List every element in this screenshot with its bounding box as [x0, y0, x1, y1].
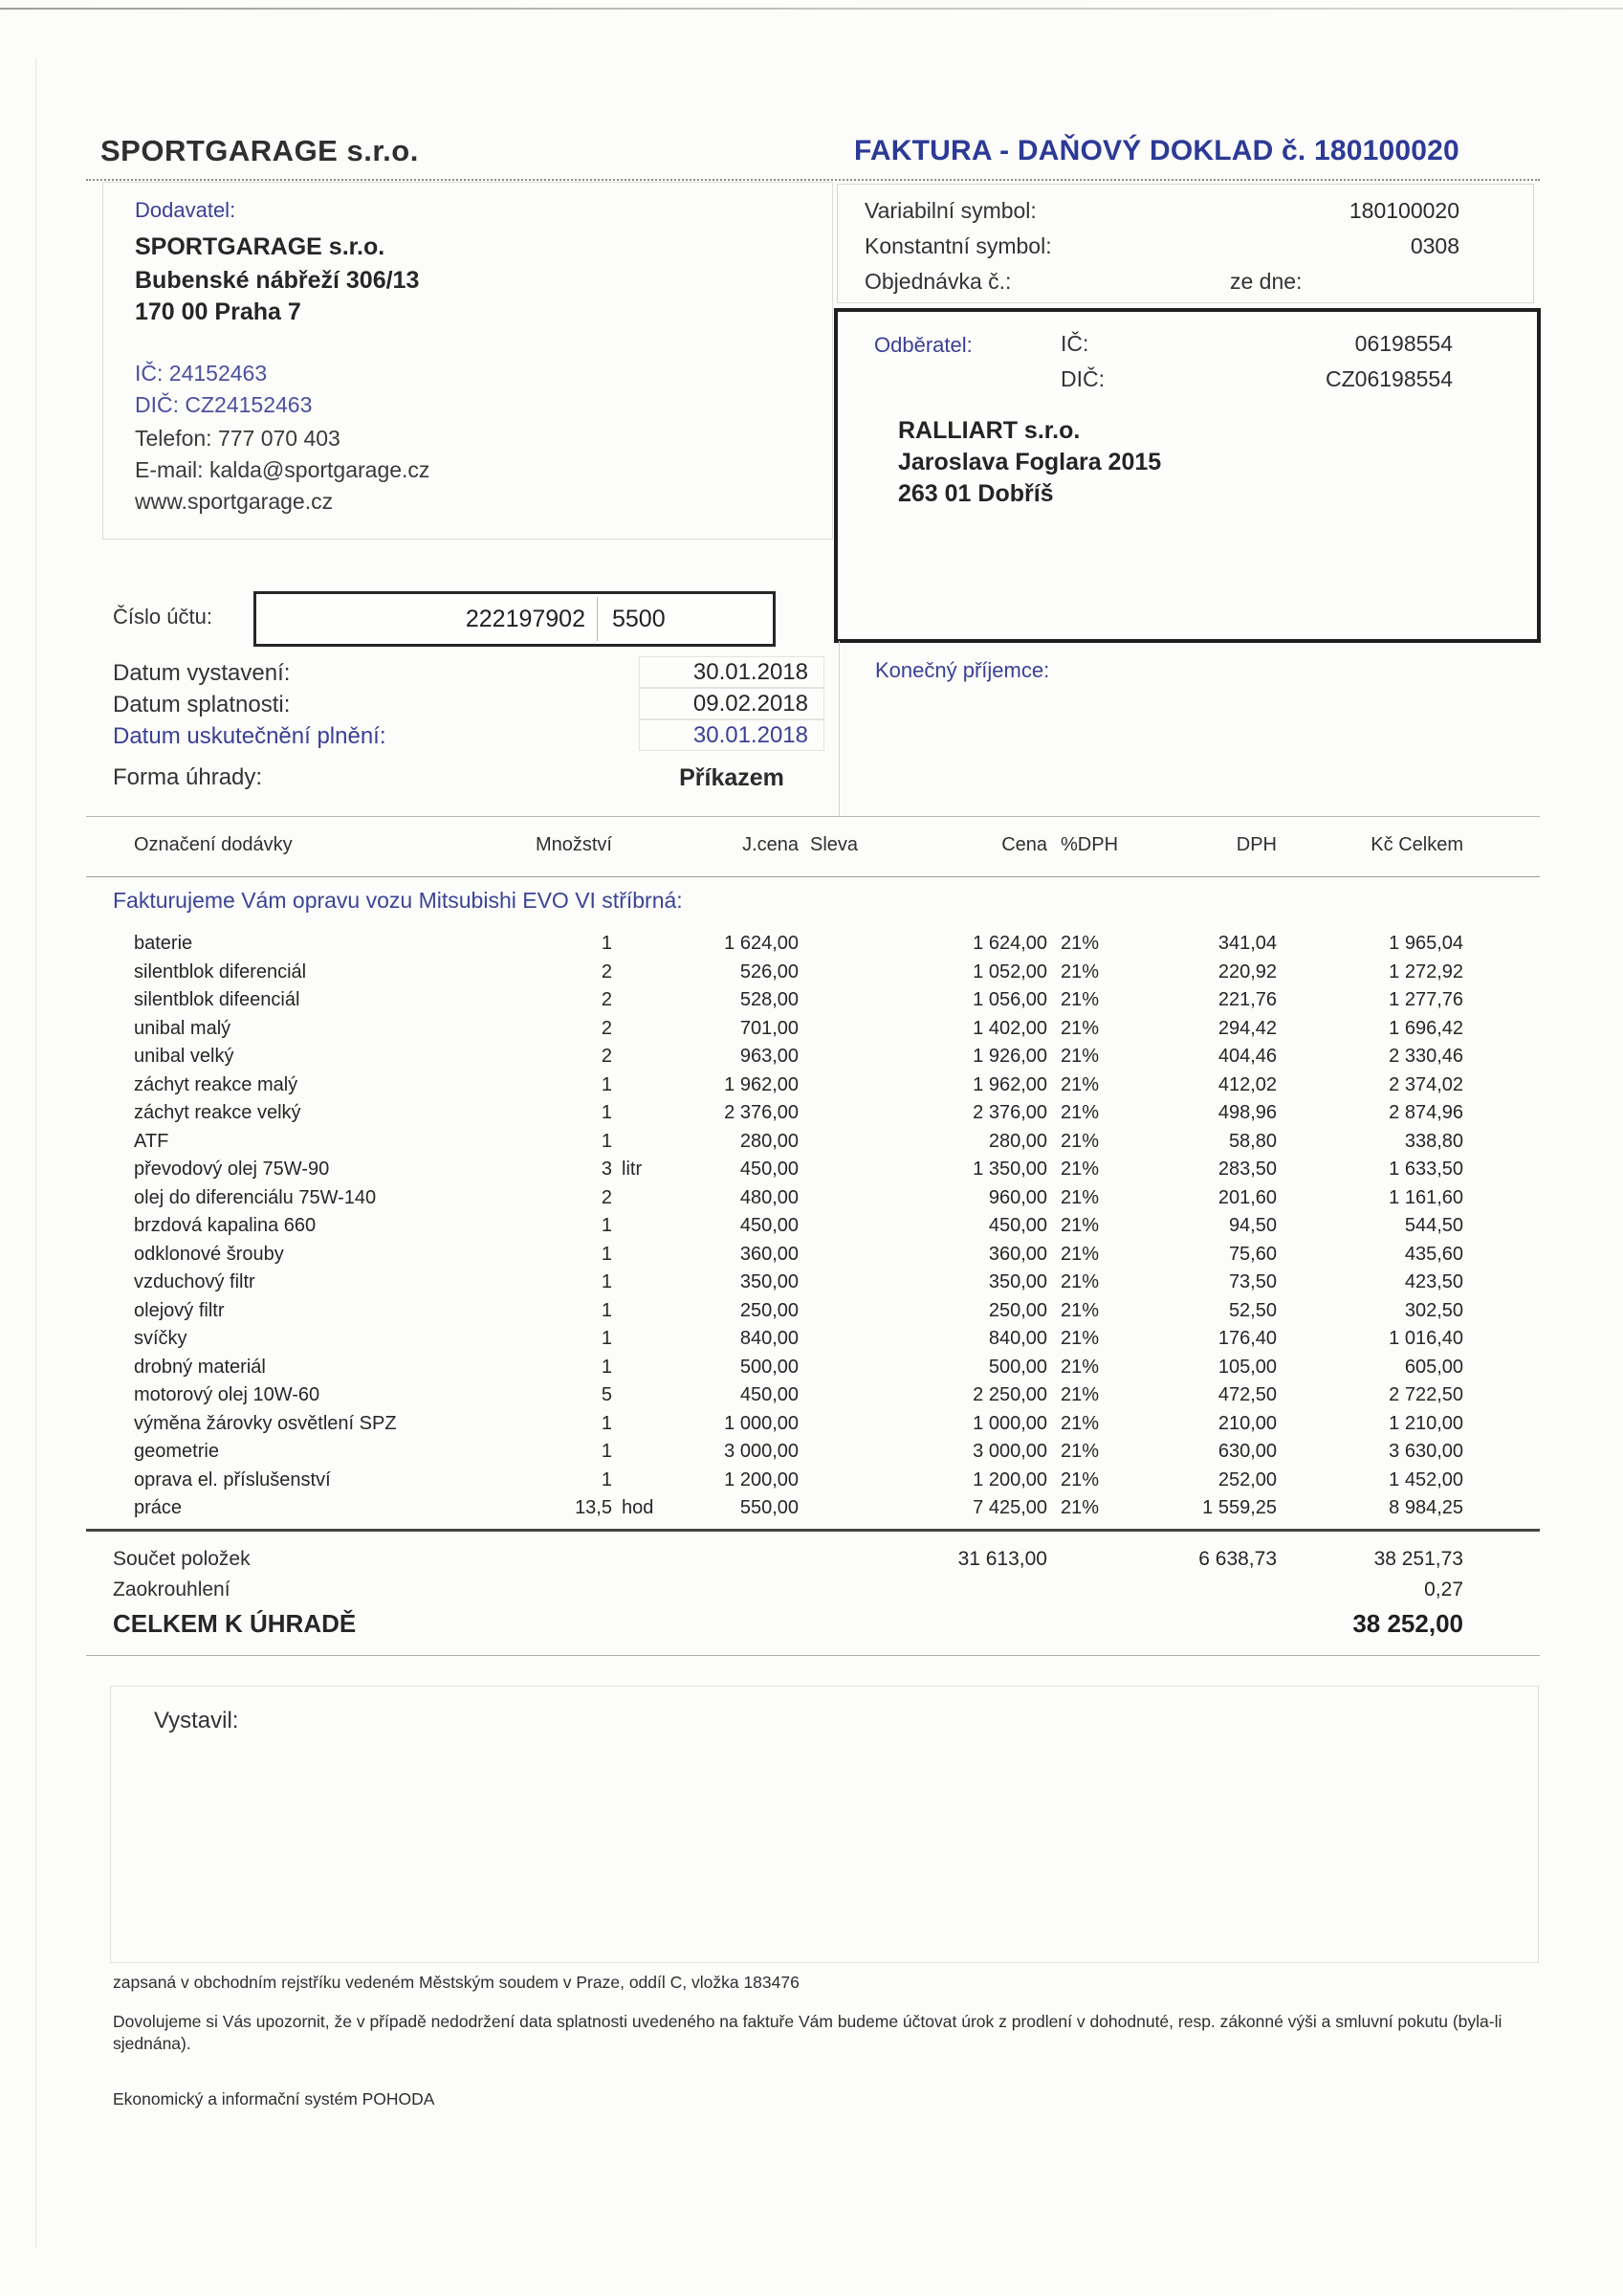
order-date-label: ze dne:	[1230, 269, 1303, 294]
invoice-intro-text: Fakturujeme Vám opravu vozu Mitsubishi EVO VI stříbrná:	[113, 888, 683, 913]
item-vat-rate: 21%	[1061, 1186, 1100, 1208]
item-quantity: 1	[601, 1468, 612, 1490]
item-unit-price: 963,00	[739, 1046, 799, 1067]
item-price: 500,00	[988, 1356, 1047, 1378]
item-unit-price: 528,00	[739, 989, 799, 1010]
item-quantity: 1	[601, 1441, 612, 1462]
bank-code-separator	[597, 597, 598, 641]
item-discount	[799, 1043, 837, 1071]
item-discount	[799, 1184, 837, 1213]
constant-symbol-value: 0308	[1410, 233, 1459, 258]
item-name: záchyt reakce velký	[134, 1102, 301, 1123]
item-vat-rate: 21%	[1061, 1328, 1100, 1349]
variable-symbol-label: Variabilní symbol:	[865, 198, 1037, 223]
item-vat-amount: 220,92	[1217, 960, 1277, 982]
item-discount	[799, 1156, 837, 1184]
totals-bottom-line	[86, 1655, 1540, 1656]
payment-method-value: Příkazem	[679, 764, 784, 791]
item-quantity: 1	[601, 1243, 612, 1265]
item-discount	[799, 1269, 837, 1297]
item-name: geometrie	[134, 1441, 219, 1462]
item-total: 1 696,42	[1389, 1017, 1463, 1039]
item-total: 1 633,50	[1389, 1159, 1463, 1180]
item-unit-price: 480,00	[739, 1186, 799, 1208]
constant-symbol-label: Konstantní symbol:	[865, 233, 1052, 258]
payment-method-label: Forma úhrady:	[113, 764, 263, 790]
item-vat-rate: 21%	[1061, 1130, 1100, 1152]
item-discount	[799, 1494, 837, 1523]
item-total: 1 272,92	[1389, 960, 1463, 982]
item-unit	[612, 1438, 679, 1467]
bank-account-box	[253, 591, 776, 647]
item-price: 840,00	[988, 1328, 1047, 1349]
table-row	[134, 1438, 1463, 1467]
item-quantity: 1	[601, 1271, 612, 1292]
item-unit	[612, 1381, 679, 1410]
item-name: ATF	[134, 1130, 169, 1152]
item-unit-price: 701,00	[739, 1017, 799, 1039]
item-name: drobný materiál	[134, 1356, 266, 1378]
item-unit-price: 450,00	[739, 1215, 799, 1236]
item-discount	[799, 930, 837, 959]
item-unit-price: 526,00	[739, 960, 799, 982]
recipient-divider	[839, 641, 840, 816]
items-table-header	[134, 834, 1463, 856]
item-name: motorový olej 10W-60	[134, 1384, 320, 1405]
item-name: silentblok difeenciál	[134, 989, 300, 1010]
item-name: silentblok diferenciál	[134, 960, 307, 982]
item-name: převodový olej 75W-90	[134, 1159, 330, 1180]
item-quantity: 5	[601, 1384, 612, 1405]
item-quantity: 1	[601, 1073, 612, 1095]
supplier-address-city: 170 00 Praha 7	[135, 298, 301, 325]
item-unit	[612, 1212, 679, 1241]
item-discount	[799, 1438, 837, 1467]
item-vat-amount: 630,00	[1217, 1441, 1277, 1462]
invoice-title: FAKTURA - DAŇOVÝ DOKLAD č. 180100020	[854, 135, 1459, 166]
item-vat-rate: 21%	[1061, 960, 1100, 982]
item-discount	[799, 959, 837, 987]
item-quantity: 1	[601, 1102, 612, 1123]
table-row	[134, 1325, 1463, 1354]
item-total: 3 630,00	[1389, 1441, 1463, 1462]
item-price: 1 402,00	[973, 1017, 1047, 1039]
item-discount	[799, 1467, 837, 1495]
table-row	[134, 1297, 1463, 1326]
item-price: 1 962,00	[973, 1073, 1047, 1095]
item-discount	[799, 1354, 837, 1382]
item-name: unibal velký	[134, 1046, 234, 1067]
due-date-value: 09.02.2018	[639, 688, 824, 719]
item-quantity: 1	[601, 1130, 612, 1152]
item-name: svíčky	[134, 1328, 187, 1349]
customer-panel	[834, 308, 1541, 643]
item-unit	[612, 959, 679, 987]
item-discount	[799, 1015, 837, 1044]
col-header-unit-price: J.cena	[742, 834, 799, 855]
item-unit	[612, 1325, 679, 1354]
bank-account-label: Číslo účtu:	[113, 605, 212, 629]
item-quantity: 1	[601, 1356, 612, 1378]
item-unit-price: 500,00	[739, 1356, 799, 1378]
table-row	[134, 1241, 1463, 1269]
item-price: 1 926,00	[973, 1046, 1047, 1067]
table-row	[134, 930, 1463, 959]
table-row	[134, 1043, 1463, 1071]
item-unit-price: 350,00	[739, 1271, 799, 1292]
item-total: 1 452,00	[1389, 1468, 1463, 1490]
table-row	[134, 1494, 1463, 1523]
table-row	[134, 1269, 1463, 1297]
late-payment-notice: Dovolujeme si Vás upozornit, že v případě nedodržení data splatnosti uvedeného na faktuře Vám budeme účtovat úrok z prodlení v dohodnuté, resp. zákonné výši a smluvní pokutu (byla-li sjednána).	[113, 2012, 1502, 2053]
item-total: 2 330,46	[1389, 1046, 1463, 1067]
table-top-line	[86, 816, 1540, 817]
item-vat-amount: 105,00	[1217, 1356, 1277, 1378]
col-header-name: Označení dodávky	[134, 834, 293, 855]
item-unit-price: 450,00	[739, 1159, 799, 1180]
item-discount	[799, 1128, 837, 1157]
item-price: 960,00	[988, 1186, 1047, 1208]
item-name: olej do diferenciálu 75W-140	[134, 1186, 377, 1208]
item-quantity: 1	[601, 1299, 612, 1321]
table-row	[134, 1381, 1463, 1410]
item-name: práce	[134, 1497, 183, 1518]
item-vat-rate: 21%	[1061, 1159, 1100, 1180]
header-divider	[86, 179, 1540, 181]
item-vat-rate: 21%	[1061, 1299, 1100, 1321]
item-discount	[799, 986, 837, 1015]
item-discount	[799, 1325, 837, 1354]
item-vat-amount: 472,50	[1217, 1384, 1277, 1405]
supplier-dic: DIČ: CZ24152463	[135, 392, 313, 417]
supplier-name: SPORTGARAGE s.r.o.	[135, 233, 385, 260]
item-name: vzduchový filtr	[134, 1271, 255, 1292]
item-discount	[799, 1410, 837, 1439]
table-header-line	[86, 876, 1540, 877]
item-vat-rate: 21%	[1061, 1073, 1100, 1095]
sum-price-value: 31 613,00	[957, 1548, 1047, 1570]
supplier-phone: Telefon: 777 070 403	[135, 426, 340, 451]
item-unit-price: 250,00	[739, 1299, 799, 1321]
issued-by-label: Vystavil:	[154, 1708, 239, 1733]
item-vat-rate: 21%	[1061, 1384, 1100, 1405]
item-vat-amount: 52,50	[1228, 1299, 1277, 1321]
item-name: oprava el. příslušenství	[134, 1468, 331, 1490]
bank-account-number: 222197902	[465, 606, 585, 632]
rounding-value: 0,27	[1424, 1578, 1463, 1601]
item-discount	[799, 1381, 837, 1410]
item-discount	[799, 1071, 837, 1100]
item-vat-rate: 21%	[1061, 1243, 1100, 1265]
item-unit-price: 1 000,00	[724, 1412, 799, 1434]
item-price: 1 200,00	[973, 1468, 1047, 1490]
item-vat-amount: 221,76	[1217, 989, 1277, 1010]
item-unit-price: 1 624,00	[724, 933, 799, 954]
item-price: 250,00	[988, 1299, 1047, 1321]
item-vat-amount: 404,46	[1217, 1046, 1277, 1067]
scan-edge-line	[0, 8, 1623, 10]
item-total: 423,50	[1404, 1271, 1463, 1292]
item-price: 280,00	[988, 1130, 1047, 1152]
item-unit-price: 1 200,00	[724, 1468, 799, 1490]
item-price: 2 250,00	[973, 1384, 1047, 1405]
item-vat-rate: 21%	[1061, 1215, 1100, 1236]
item-unit	[612, 1071, 679, 1100]
item-unit	[612, 1184, 679, 1213]
item-vat-rate: 21%	[1061, 1102, 1100, 1123]
item-unit-price: 1 962,00	[724, 1073, 799, 1095]
supplier-panel	[102, 182, 833, 540]
issued-by-panel	[110, 1686, 1539, 1963]
item-discount	[799, 1241, 837, 1269]
item-vat-rate: 21%	[1061, 1271, 1100, 1292]
item-total: 338,80	[1404, 1130, 1463, 1152]
table-row	[134, 986, 1463, 1015]
col-header-total: Kč Celkem	[1371, 834, 1463, 855]
item-total: 435,60	[1404, 1243, 1463, 1265]
item-name: brzdová kapalina 660	[134, 1215, 317, 1236]
item-quantity: 2	[601, 960, 612, 982]
item-unit	[612, 1099, 679, 1128]
customer-address-street: Jaroslava Foglara 2015	[898, 449, 1162, 475]
item-unit	[612, 1410, 679, 1439]
grand-total-label: CELKEM K ÚHRADĚ	[113, 1609, 357, 1638]
item-price: 1 056,00	[973, 989, 1047, 1010]
item-quantity: 2	[601, 1017, 612, 1039]
item-unit	[612, 986, 679, 1015]
table-row	[134, 1071, 1463, 1100]
item-price: 7 425,00	[973, 1497, 1047, 1518]
item-price: 450,00	[988, 1215, 1047, 1236]
table-row	[134, 1212, 1463, 1241]
item-vat-amount: 498,96	[1217, 1102, 1277, 1123]
table-row	[134, 1467, 1463, 1495]
item-total: 8 984,25	[1389, 1497, 1463, 1518]
item-vat-amount: 58,80	[1228, 1130, 1277, 1152]
item-price: 1 000,00	[973, 1412, 1047, 1434]
item-vat-amount: 283,50	[1217, 1159, 1277, 1180]
item-total: 1 016,40	[1389, 1328, 1463, 1349]
item-vat-amount: 412,02	[1217, 1073, 1277, 1095]
item-total: 2 722,50	[1389, 1384, 1463, 1405]
issue-date-label: Datum vystavení:	[113, 660, 291, 686]
table-row	[134, 959, 1463, 987]
col-header-quantity: Množství	[535, 834, 612, 855]
supplier-address-street: Bubenské nábřeží 306/13	[135, 267, 420, 294]
item-total: 544,50	[1404, 1215, 1463, 1236]
item-vat-rate: 21%	[1061, 1468, 1100, 1490]
item-quantity: 2	[601, 1046, 612, 1067]
taxable-date-label: Datum uskutečnění plnění:	[113, 723, 386, 749]
item-unit-price: 450,00	[739, 1384, 799, 1405]
item-unit	[612, 1269, 679, 1297]
supplier-website: www.sportgarage.cz	[135, 489, 334, 514]
item-quantity: 2	[601, 989, 612, 1010]
item-total: 2 874,96	[1389, 1102, 1463, 1123]
item-vat-rate: 21%	[1061, 1356, 1100, 1378]
item-unit-price: 280,00	[739, 1130, 799, 1152]
sum-vat-value: 6 638,73	[1198, 1548, 1277, 1570]
item-quantity: 3	[601, 1159, 612, 1180]
item-total: 1 277,76	[1389, 989, 1463, 1010]
item-unit	[612, 1043, 679, 1071]
table-row	[134, 1184, 1463, 1213]
customer-section-label: Odběratel:	[874, 333, 973, 357]
item-price: 360,00	[988, 1243, 1047, 1265]
customer-dic-label: DIČ:	[1061, 366, 1105, 391]
items-rows	[134, 930, 1463, 1523]
item-quantity: 1	[601, 933, 612, 954]
item-unit-price: 2 376,00	[724, 1102, 799, 1123]
item-unit-price: 3 000,00	[724, 1441, 799, 1462]
item-total: 302,50	[1404, 1299, 1463, 1321]
item-vat-amount: 75,60	[1228, 1243, 1277, 1265]
item-price: 1 350,00	[973, 1159, 1047, 1180]
supplier-ic: IČ: 24152463	[135, 361, 268, 386]
totals-top-line	[86, 1529, 1540, 1532]
item-total: 1 161,60	[1389, 1186, 1463, 1208]
item-quantity: 1	[601, 1215, 612, 1236]
scan-left-border	[35, 57, 36, 2248]
item-price: 2 376,00	[973, 1102, 1047, 1123]
grand-total-value: 38 252,00	[1352, 1609, 1463, 1638]
item-discount	[799, 1297, 837, 1326]
item-unit-price: 840,00	[739, 1328, 799, 1349]
col-header-vat-amount: DPH	[1236, 834, 1277, 855]
item-name: odklonové šrouby	[134, 1243, 284, 1265]
item-unit	[612, 1015, 679, 1044]
item-quantity: 1	[601, 1412, 612, 1434]
item-unit	[612, 1467, 679, 1495]
customer-ic-value: 06198554	[1354, 331, 1453, 356]
table-row	[134, 1410, 1463, 1439]
item-price: 3 000,00	[973, 1441, 1047, 1462]
customer-address-city: 263 01 Dobříš	[898, 480, 1054, 507]
accounting-system-note: Ekonomický a informační systém POHODA	[113, 2089, 435, 2108]
registration-note: zapsaná v obchodním rejstříku vedeném Městským soudem v Praze, oddíl C, vložka 183476	[113, 1973, 800, 1992]
item-vat-rate: 21%	[1061, 1412, 1100, 1434]
item-vat-rate: 21%	[1061, 1017, 1100, 1039]
table-row	[134, 1156, 1463, 1184]
item-vat-amount: 73,50	[1228, 1271, 1277, 1292]
item-unit: hod	[622, 1497, 654, 1518]
item-total: 605,00	[1404, 1356, 1463, 1378]
item-name: unibal malý	[134, 1017, 231, 1039]
item-vat-rate: 21%	[1061, 1046, 1100, 1067]
table-row	[134, 1128, 1463, 1157]
item-price: 1 052,00	[973, 960, 1047, 982]
item-quantity: 1	[601, 1328, 612, 1349]
table-row	[134, 1099, 1463, 1128]
item-quantity: 2	[601, 1186, 612, 1208]
item-unit-price: 550,00	[739, 1497, 799, 1518]
item-discount	[799, 1212, 837, 1241]
item-unit: litr	[622, 1159, 643, 1180]
item-vat-amount: 201,60	[1217, 1186, 1277, 1208]
item-unit	[612, 1354, 679, 1382]
item-vat-rate: 21%	[1061, 989, 1100, 1010]
supplier-heading: SPORTGARAGE s.r.o.	[100, 134, 419, 167]
item-vat-amount: 1 559,25	[1202, 1497, 1277, 1518]
item-name: olejový filtr	[134, 1299, 225, 1321]
customer-dic-value: CZ06198554	[1326, 366, 1453, 391]
item-unit	[612, 930, 679, 959]
due-date-label: Datum splatnosti:	[113, 692, 291, 718]
variable-symbol-value: 180100020	[1349, 198, 1459, 223]
item-vat-amount: 294,42	[1217, 1017, 1277, 1039]
rounding-label: Zaokrouhlení	[113, 1578, 230, 1601]
item-total: 1 210,00	[1389, 1412, 1463, 1434]
item-unit	[612, 1241, 679, 1269]
table-row	[134, 1354, 1463, 1382]
item-name: baterie	[134, 933, 193, 954]
taxable-date-value: 30.01.2018	[639, 719, 824, 751]
col-header-vat-rate: %DPH	[1061, 834, 1119, 855]
table-row	[134, 1015, 1463, 1044]
col-header-price: Cena	[1001, 834, 1047, 855]
sum-total-value: 38 251,73	[1373, 1548, 1463, 1570]
bank-code: 5500	[612, 606, 666, 632]
item-unit	[612, 1297, 679, 1326]
item-vat-amount: 341,04	[1217, 933, 1277, 954]
item-vat-amount: 210,00	[1217, 1412, 1277, 1434]
item-vat-rate: 21%	[1061, 1441, 1100, 1462]
item-total: 2 374,02	[1389, 1073, 1463, 1095]
sum-items-label: Součet položek	[113, 1548, 251, 1570]
col-header-discount: Sleva	[810, 834, 859, 855]
final-recipient-label: Konečný příjemce:	[875, 658, 1050, 682]
item-price: 1 624,00	[973, 933, 1047, 954]
issue-date-value: 30.01.2018	[639, 656, 824, 688]
item-name: záchyt reakce malý	[134, 1073, 298, 1095]
supplier-email: E-mail: kalda@sportgarage.cz	[135, 457, 430, 482]
supplier-section-label: Dodavatel:	[135, 198, 236, 222]
item-vat-rate: 21%	[1061, 933, 1100, 954]
item-vat-amount: 176,40	[1217, 1328, 1277, 1349]
order-number-label: Objednávka č.:	[865, 269, 1012, 294]
item-unit-price: 360,00	[739, 1243, 799, 1265]
item-vat-amount: 94,50	[1228, 1215, 1277, 1236]
item-vat-amount: 252,00	[1217, 1468, 1277, 1490]
item-vat-rate: 21%	[1061, 1497, 1100, 1518]
item-unit	[612, 1128, 679, 1157]
item-discount	[799, 1099, 837, 1128]
item-price: 350,00	[988, 1271, 1047, 1292]
item-quantity: 13,5	[575, 1497, 612, 1518]
item-total: 1 965,04	[1389, 933, 1463, 954]
customer-ic-label: IČ:	[1061, 331, 1089, 356]
customer-name: RALLIART s.r.o.	[898, 417, 1081, 444]
symbols-panel	[837, 184, 1534, 303]
item-name: výměna žárovky osvětlení SPZ	[134, 1412, 397, 1434]
